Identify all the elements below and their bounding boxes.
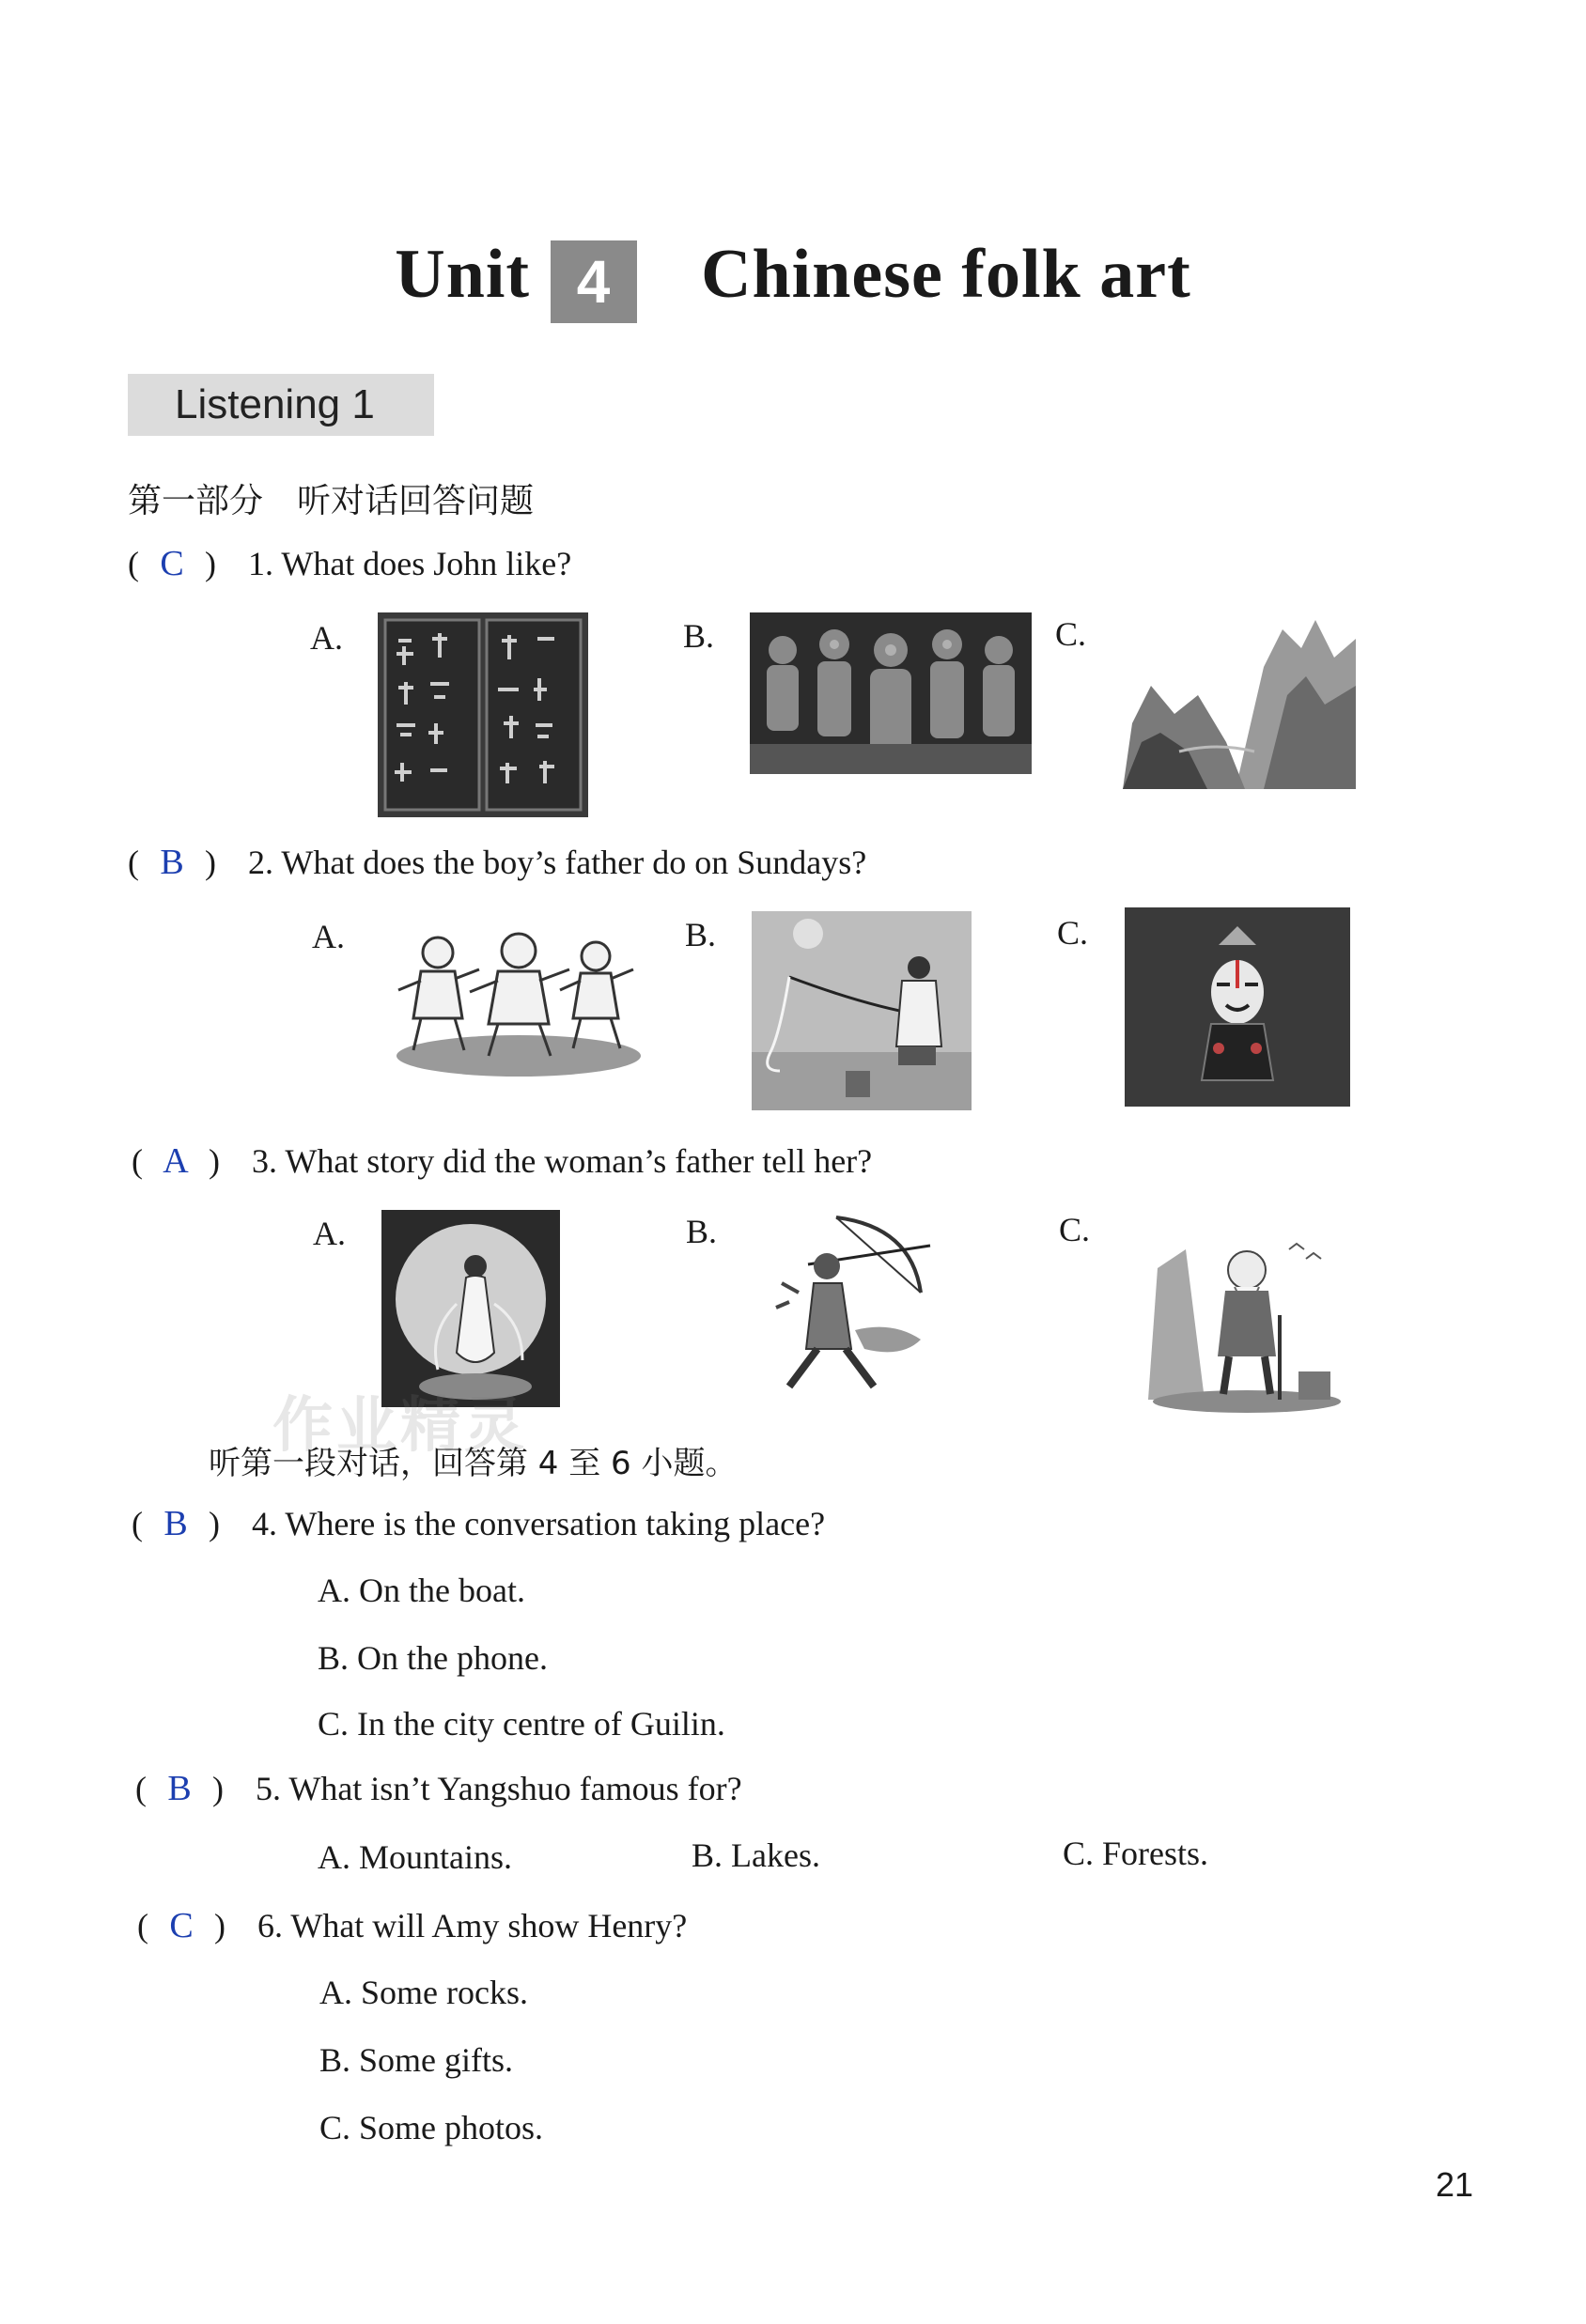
question-3-text: 3. What story did the woman’s father tell her? <box>252 1142 873 1180</box>
q5-option-c: C. Forests. <box>1063 1835 1209 1872</box>
question-5-text: 5. What isn’t Yangshuo famous for? <box>256 1770 742 1807</box>
unit-word: Unit <box>395 236 531 313</box>
q5-option-a: A. Mountains. <box>318 1838 512 1876</box>
q1-option-c: C. <box>1055 615 1087 653</box>
answer-2: B <box>160 843 184 882</box>
q1-option-b: B. <box>683 617 715 655</box>
fishing-icon <box>752 911 972 1110</box>
question-1: ( C ) 1. What does John like? <box>128 544 572 583</box>
unit-subtitle: Chinese folk art <box>701 236 1191 313</box>
ink-landscape-painting-icon <box>1123 611 1356 789</box>
answer-3: A <box>163 1141 189 1181</box>
unit-number-badge: 4 <box>551 240 637 323</box>
hou-yi-archer-icon <box>770 1208 949 1403</box>
terracotta-warriors-icon <box>750 612 1032 774</box>
tai-chi-icon <box>393 924 645 1078</box>
q6-option-b: B. Some gifts. <box>319 2041 514 2079</box>
q3-option-c: C. <box>1059 1211 1091 1248</box>
q6-option-c: C. Some photos. <box>319 2109 544 2146</box>
instruction: 听第一段对话，回答第 4 至 6 小题。 <box>209 1445 738 1482</box>
q6-option-a: A. Some rocks. <box>319 1974 528 2011</box>
question-4-text: 4. Where is the conversation taking place? <box>252 1505 826 1542</box>
q2-option-a: A. <box>312 918 345 955</box>
q2-option-c: C. <box>1057 914 1089 952</box>
q3-option-a: A. <box>313 1215 346 1252</box>
watermark-2: 作业精灵 <box>272 1391 528 1461</box>
unit-title <box>0 235 1586 323</box>
question-3: ( A ) 3. What story did the woman’s father tell her? <box>132 1141 873 1181</box>
calligraphy-rubbing-icon <box>378 612 588 817</box>
question-1-text: 1. What does John like? <box>248 545 572 582</box>
q2-option-b: B. <box>685 916 717 953</box>
part-heading: 第一部分 听对话回答问题 <box>128 482 535 520</box>
question-4: ( B ) 4. Where is the conversation taking place? <box>132 1504 826 1543</box>
answer-1: C <box>160 544 184 583</box>
q4-option-b: B. On the phone. <box>318 1639 548 1677</box>
question-6-text: 6. What will Amy show Henry? <box>257 1907 688 1944</box>
peking-opera-mask-icon <box>1125 907 1350 1107</box>
yu-gong-mountain-icon <box>1148 1231 1345 1413</box>
q4-option-a: A. On the boat. <box>318 1572 525 1609</box>
answer-6: C <box>169 1906 194 1945</box>
q4-option-c: C. In the city centre of Guilin. <box>318 1705 725 1743</box>
q1-option-a: A. <box>310 619 343 657</box>
question-6: ( C ) 6. What will Amy show Henry? <box>137 1906 688 1945</box>
question-5: ( B ) 5. What isn’t Yangshuo famous for? <box>135 1769 742 1808</box>
q5-option-b: B. Lakes. <box>692 1836 820 1874</box>
question-2-text: 2. What does the boy’s father do on Sundays? <box>248 844 867 881</box>
q3-option-b: B. <box>686 1213 718 1250</box>
answer-4: B <box>163 1504 188 1543</box>
section-label: Listening 1 <box>128 374 434 436</box>
answer-5: B <box>167 1769 192 1808</box>
question-2: ( B ) 2. What does the boy’s father do on Sundays? <box>128 843 867 882</box>
page-number: 21 <box>1435 2165 1473 2204</box>
